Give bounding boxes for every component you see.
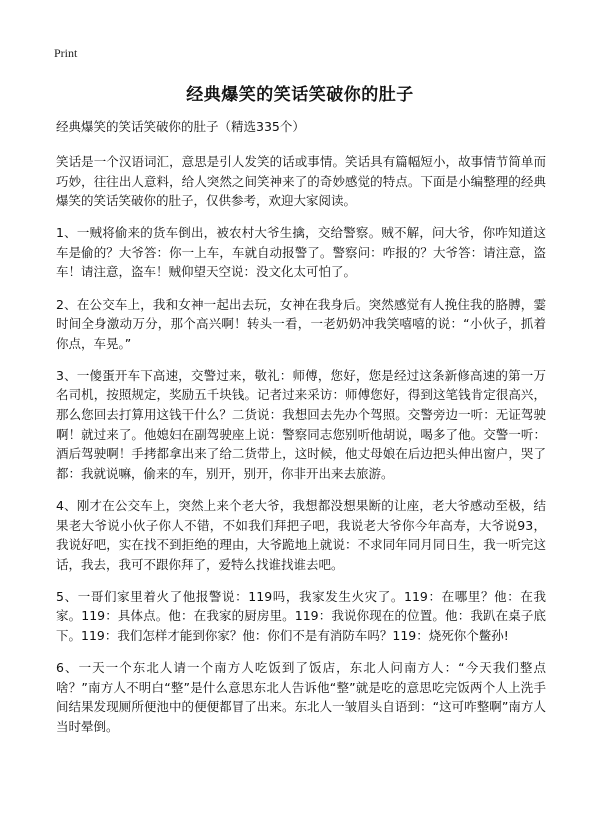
document-body xyxy=(56,117,546,749)
joke-paragraph-5: 5、一哥们家里着火了他报警说：119吗，我家发生火灾了。119：在哪里？他：在我家。119：具体点。他：在我家的厨房里。119：我说你现在的位置。他：我趴在桌子底下。119：我们怎样才能到你家？他：你们不是有消防车吗？119：烧死你个鳖孙! xyxy=(56,588,546,643)
joke-paragraph-2: 2、在公交车上，我和女神一起出去玩，女神在我身后。突然感觉有人挽住我的胳膊，霎时间全身激动万分，那个高兴啊！转头一看，一老奶奶冲我笑嘻嘻的说：“小伙子，抓着你点，车晃。” xyxy=(56,296,546,351)
document-subtitle: 经典爆笑的笑话笑破你的肚子（精选335个） xyxy=(56,119,305,134)
joke-paragraph-1: 1、一贼将偷来的货车倒出，被农村大爷生擒，交给警察。贼不解，问大爷，你咋知道这车是偷的？大爷答：你一上车，车就自动报警了。警察问：咋报的？大爷答：请注意，盗车！请注意，盗车！贼仰望天空说：没文化太可怕了。 xyxy=(56,225,546,280)
print-label: Print xyxy=(54,46,78,60)
joke-paragraph-6: 6、一天一个东北人请一个南方人吃饭到了饭店，东北人问南方人：“今天我们整点啥？”南方人不明白“整”是什么意思东北人告诉他“整”就是吃的意思吃完饭两个人上洗手间结果发现厕所便池中的便便都冒了出来。东北人一皱眉头自语到：“这可咋整啊”南方人当时晕倒。 xyxy=(56,660,546,734)
joke-paragraph-4: 4、刚才在公交车上，突然上来个老大爷，我想都没想果断的让座，老大爷感动至极，结果老大爷说小伙子你人不错，不如我们拜把子吧，我说老大爷你今年高寿，大爷说93，我说好吧，实在找不到拒绝的理由，大爷跪地上就说：不求同年同月同日生，我一听完这话，我去，我可不跟你拜了，爱特么找谁找谁去吧。 xyxy=(56,497,546,572)
document-title: 经典爆笑的笑话笑破你的肚子 xyxy=(186,85,414,105)
intro-paragraph: 笑话是一个汉语词汇，意思是引人发笑的话或事情。笑话具有篇幅短小，故事情节简单而巧妙，往往出人意料，给人突然之间笑神来了的奇妙感觉的特点。下面是小编整理的经典爆笑的笑话笑破你的肚子，仅供参考，欢迎大家阅读。 xyxy=(56,154,546,209)
joke-paragraph-3: 3、一傻蛋开车下高速，交警过来，敬礼：师傅，您好，您是经过这条新修高速的第一万名司机，按照规定，奖励五千块钱。记者过来采访：师傅您好，得到这笔钱肯定很高兴，那么您回去打算用这钱干什么？二货说：我想回去先办个驾照。交警旁边一听：无证驾驶啊！就过来了。他媳妇在副驾驶座上说：警察同志您别听他胡说，喝多了他。交警一听：酒后驾驶啊！手拷都拿出来了给二货带上，这时候，他丈母娘在后边把头伸出窗户，哭了都：我就说嘛，偷来的车，别开，别开，你非开出来去旅游。 xyxy=(56,367,546,481)
